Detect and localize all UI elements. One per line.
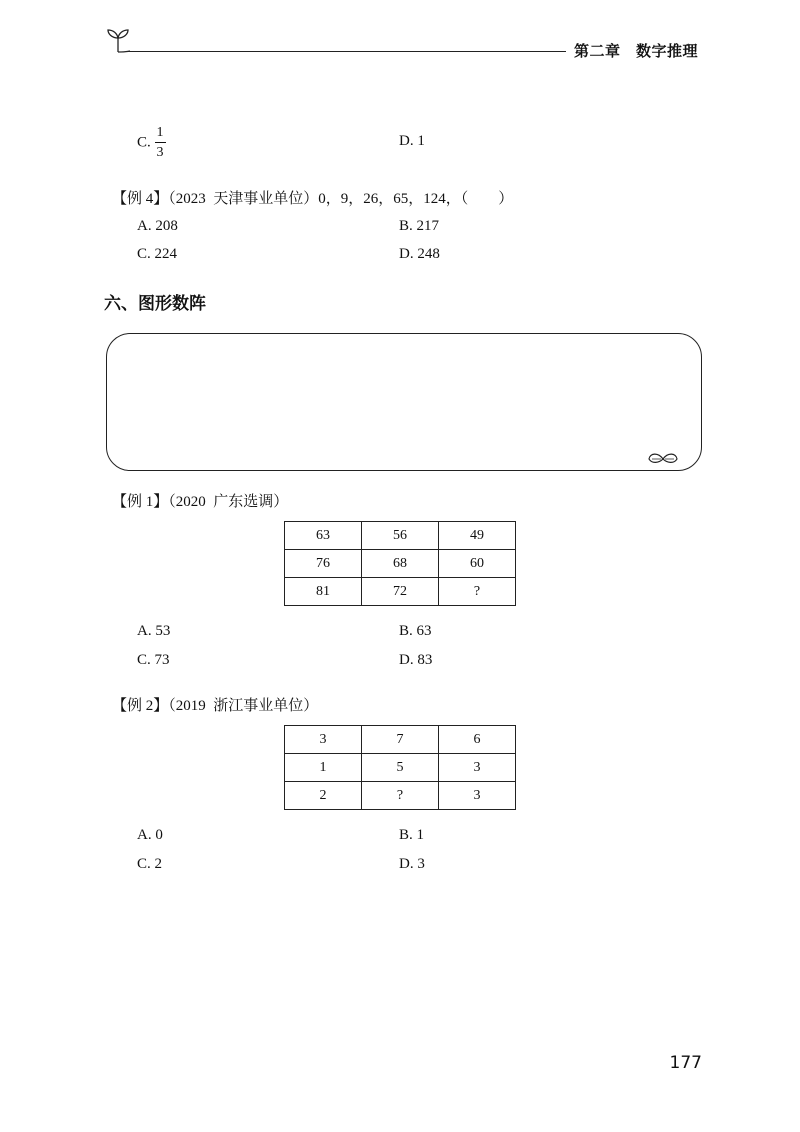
option-d: D. 1: [399, 133, 425, 149]
table-row: [285, 726, 516, 754]
example2-table: [284, 725, 516, 810]
table-cell: ?: [439, 578, 516, 606]
fraction-one-third: [155, 126, 166, 160]
example1-option-d: D. 83: [399, 652, 433, 668]
option-c-label: C.: [137, 134, 151, 151]
table-cell: 7: [362, 726, 439, 754]
table-cell: 2: [285, 782, 362, 810]
fraction-denominator: 3: [156, 145, 164, 160]
page-number: 177: [669, 1053, 702, 1073]
table-cell: 60: [439, 550, 516, 578]
example4-option-b: B. 217: [399, 218, 440, 234]
table-cell: 81: [285, 578, 362, 606]
table-row: [285, 578, 516, 606]
example1-label: 【例 1】: [112, 494, 169, 510]
table-row: [285, 550, 516, 578]
example4-option-a: A. 208: [137, 218, 178, 234]
example1-option-b: B. 63: [399, 623, 432, 639]
example2-label: 【例 2】: [112, 698, 169, 714]
fraction-numerator: 1: [155, 126, 166, 143]
example1-question: [112, 490, 288, 511]
example4-label: 【例 4】: [112, 191, 169, 207]
notes-box: [106, 333, 702, 471]
leaf-icon: [647, 450, 679, 466]
example1-option-c: C. 73: [137, 652, 170, 668]
example4-source: （2023 天津事业单位）: [168, 191, 319, 207]
table-cell: 3: [285, 726, 362, 754]
table-cell: 3: [439, 754, 516, 782]
table-row: [285, 754, 516, 782]
example2-option-a: A. 0: [137, 827, 163, 843]
table-cell: 63: [285, 522, 362, 550]
table-row: [285, 782, 516, 810]
table-cell: 72: [362, 578, 439, 606]
header-rule: [128, 51, 566, 52]
sprout-icon: [104, 26, 132, 54]
chapter-title: 第二章 数字推理: [574, 42, 699, 60]
example2-question: [112, 694, 318, 715]
example2-option-c: C. 2: [137, 856, 163, 872]
table-cell: 6: [439, 726, 516, 754]
table-row: [285, 522, 516, 550]
table-cell: 5: [362, 754, 439, 782]
example4-question: [112, 187, 513, 208]
table-cell: 76: [285, 550, 362, 578]
table-cell: 56: [362, 522, 439, 550]
section-title: 六、图形数阵: [104, 294, 206, 314]
example1-table: [284, 521, 516, 606]
table-cell: 3: [439, 782, 516, 810]
example4-option-c: C. 224: [137, 246, 178, 262]
example2-option-d: D. 3: [399, 856, 425, 872]
example1-source: （2020 广东选调）: [168, 494, 289, 510]
table-cell: 68: [362, 550, 439, 578]
table-cell: 49: [439, 522, 516, 550]
example4-option-d: D. 248: [399, 246, 440, 262]
option-c: [137, 126, 166, 160]
table-cell: ?: [362, 782, 439, 810]
table-cell: 1: [285, 754, 362, 782]
example1-option-a: A. 53: [137, 623, 171, 639]
example4-sequence: 0，9，26，65，124，（ ）: [318, 191, 514, 207]
example2-source: （2019 浙江事业单位）: [168, 698, 319, 714]
example2-option-b: B. 1: [399, 827, 425, 843]
